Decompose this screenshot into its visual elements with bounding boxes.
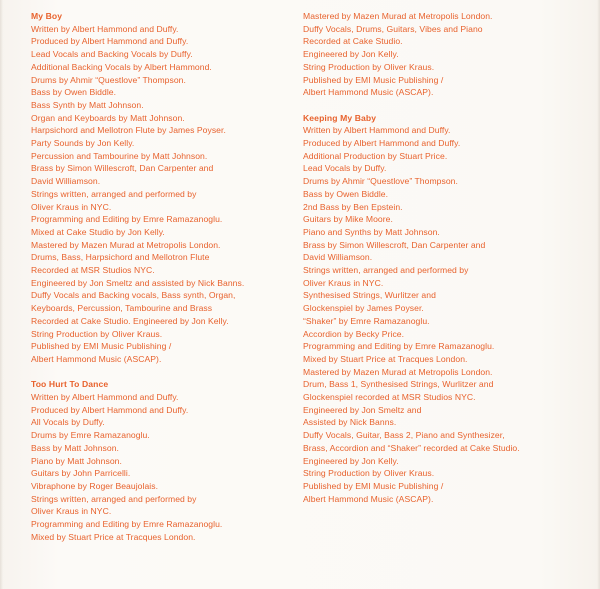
credit-line: Keyboards, Percussion, Tambourine and Brass — [31, 303, 213, 314]
credit-line: Produced by Albert Hammond and Duffy. — [31, 404, 189, 415]
credit-line: Written by Albert Hammond and Duffy. — [303, 125, 451, 136]
credit-line: Percussion and Tambourine by Matt Johnson. — [31, 150, 208, 161]
credit-line: All Vocals by Duffy. — [31, 417, 105, 428]
section-spacer — [303, 99, 593, 112]
credit-line: Mixed at Cake Studio by Jon Kelly. — [31, 226, 165, 237]
song-title: My Boy — [31, 11, 63, 21]
credit-line: Published by EMI Music Publishing / — [303, 481, 444, 491]
credit-line: Brass by Simon Willescroft, Dan Carpenter and — [303, 239, 486, 250]
credit-line: Recorded at MSR Studios NYC. — [31, 265, 155, 276]
credit-line: “Shaker” by Emre Ramazanoglu. — [303, 315, 430, 326]
credit-line: Assisted by Nick Banns. — [303, 417, 397, 428]
credit-line: Programming and Editing by Emre Ramazanoglu. — [31, 519, 223, 530]
credit-line: Bass by Owen Biddle. — [303, 188, 389, 199]
credit-line: String Production by Oliver Kraus. — [303, 61, 435, 72]
credit-line: String Production by Oliver Kraus. — [303, 468, 435, 479]
credit-line: Brass, Accordion and “Shaker” recorded at Cake Studio. — [303, 442, 520, 453]
credit-line: Bass by Matt Johnson. — [31, 442, 119, 453]
credit-line: String Production by Oliver Kraus. — [31, 328, 163, 339]
credit-line: Produced by Albert Hammond and Duffy. — [31, 36, 189, 47]
credit-line: Engineered by Jon Kelly. — [303, 49, 399, 60]
credit-line: Brass by Simon Willescroft, Dan Carpenter and — [31, 163, 214, 174]
credit-line: Harpsichord and Mellotron Flute by James Poyser. — [31, 125, 226, 136]
credit-line: 2nd Bass by Ben Epstein. — [303, 201, 403, 212]
left-credits-column — [31, 10, 301, 544]
section-spacer — [31, 366, 301, 379]
credit-line: Written by Albert Hammond and Duffy. — [31, 23, 179, 34]
credit-line: Duffy Vocals, Drums, Guitars, Vibes and Piano — [303, 23, 483, 34]
credit-line: Vibraphone by Roger Beaujolais. — [31, 481, 159, 491]
credit-line: Strings written, arranged and performed by — [31, 188, 197, 199]
credit-line: Mastered by Mazen Murad at Metropolis London. — [303, 11, 493, 21]
credit-line: Albert Hammond Music (ASCAP). — [303, 87, 434, 98]
credit-line: Mixed by Stuart Price at Tracques London. — [31, 531, 196, 542]
credit-line: Drum, Bass 1, Synthesised Strings, Wurlitzer and — [303, 379, 494, 390]
page-left-edge — [0, 0, 3, 589]
credit-line: Drums by Emre Ramazanoglu. — [31, 430, 150, 441]
credit-line: Written by Albert Hammond and Duffy. — [31, 392, 179, 403]
credit-line: Published by EMI Music Publishing / — [303, 74, 444, 85]
credit-line: Additional Backing Vocals by Albert Hammond. — [31, 61, 212, 72]
credit-line: Strings written, arranged and performed by — [303, 265, 469, 276]
credits-section — [31, 378, 301, 543]
credit-line: Engineered by Jon Smeltz and assisted by Nick Banns. — [31, 277, 245, 288]
credit-line: Mixed by Stuart Price at Tracques London. — [303, 353, 468, 364]
credit-line: Mastered by Mazen Murad at Metropolis London. — [303, 366, 493, 377]
credit-line: Recorded at Cake Studio. — [303, 36, 403, 47]
credit-line: Programming and Editing by Emre Ramazanoglu. — [31, 214, 223, 225]
credit-line: Strings written, arranged and performed by — [31, 493, 197, 504]
credit-line: Drums by Ahmir “Questlove” Thompson. — [303, 176, 458, 187]
credit-line: David Williamson. — [31, 176, 101, 187]
credit-line: Programming and Editing by Emre Ramazanoglu. — [303, 341, 495, 352]
credit-line: Glockenspiel recorded at MSR Studios NYC. — [303, 392, 476, 403]
credit-line: Albert Hammond Music (ASCAP). — [303, 493, 434, 504]
song-title: Too Hurt To Dance — [31, 379, 109, 390]
credit-line: David Williamson. — [303, 252, 373, 263]
credit-line: Bass Synth by Matt Johnson. — [31, 99, 144, 110]
credit-line: Guitars by Mike Moore. — [303, 214, 393, 225]
credit-line: Lead Vocals by Duffy. — [303, 163, 387, 174]
credit-line: Albert Hammond Music (ASCAP). — [31, 353, 162, 364]
credit-line: Piano by Matt Johnson. — [31, 455, 122, 466]
credit-line: Engineered by Jon Kelly. — [303, 455, 399, 466]
credit-line: Oliver Kraus in NYC. — [31, 506, 112, 517]
credit-line: Synthesised Strings, Wurlitzer and — [303, 290, 436, 301]
credits-section — [303, 112, 593, 506]
credits-section — [303, 10, 593, 99]
credit-line: Accordion by Becky Price. — [303, 328, 405, 339]
credit-line: Piano and Synths by Matt Johnson. — [303, 226, 440, 237]
credit-line: Published by EMI Music Publishing / — [31, 341, 172, 352]
credit-line: Recorded at Cake Studio. Engineered by Jon Kelly. — [31, 315, 229, 326]
credit-line: Oliver Kraus in NYC. — [303, 277, 384, 288]
credit-line: Glockenspiel by James Poyser. — [303, 303, 424, 314]
credit-line: Produced by Albert Hammond and Duffy. — [303, 138, 461, 149]
song-title: Keeping My Baby — [303, 112, 377, 123]
credit-line: Organ and Keyboards by Matt Johnson. — [31, 112, 185, 123]
credit-line: Oliver Kraus in NYC. — [31, 201, 112, 212]
credit-line: Additional Production by Stuart Price. — [303, 150, 448, 161]
right-credits-column — [303, 10, 593, 505]
credit-line: Drums by Ahmir “Questlove” Thompson. — [31, 74, 186, 85]
credit-line: Drums, Bass, Harpsichord and Mellotron Flute — [31, 252, 210, 263]
credit-line: Bass by Owen Biddle. — [31, 87, 117, 98]
credits-section — [31, 10, 301, 366]
credit-line: Duffy Vocals and Backing vocals, Bass synth, Organ, — [31, 290, 236, 301]
credit-line: Guitars by John Parricelli. — [31, 468, 131, 479]
credit-line: Party Sounds by Jon Kelly. — [31, 138, 135, 149]
credit-line: Engineered by Jon Smeltz and — [303, 404, 422, 415]
credit-line: Duffy Vocals, Guitar, Bass 2, Piano and Synthesizer, — [303, 430, 505, 441]
credit-line: Lead Vocals and Backing Vocals by Duffy. — [31, 49, 193, 60]
credit-line: Mastered by Mazen Murad at Metropolis London. — [31, 239, 221, 250]
